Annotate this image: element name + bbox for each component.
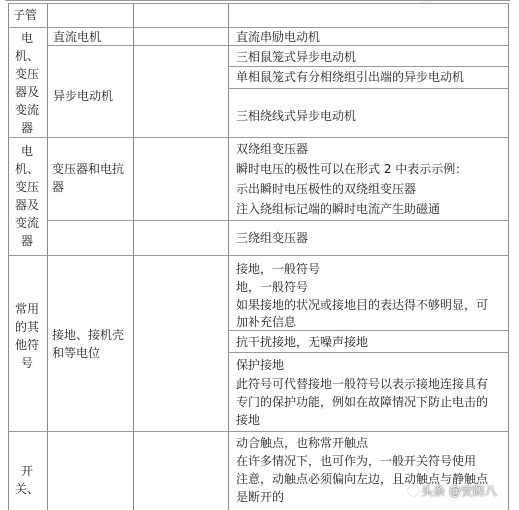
watermark-text: 头条 @安防八 — [421, 484, 497, 498]
description-line: 双绕组变压器 — [236, 142, 309, 156]
description-cell: 抗干扰接地，无噪声接地 — [236, 335, 369, 349]
grid-line — [8, 137, 508, 138]
grid-line — [228, 3, 229, 510]
grid-line — [8, 3, 508, 4]
description-line: 在许多情况下，也可作为，一般开关符号使用 — [236, 454, 477, 468]
description-cell: 三绕组变压器 — [236, 231, 309, 245]
grid-line — [228, 66, 508, 67]
description-line: 接地，一般符号 — [236, 262, 321, 276]
category-cell: 电机、变压器及变流器 — [14, 31, 39, 135]
description-cell: 直流串励电动机 — [236, 30, 321, 44]
table-top-border — [5, 0, 510, 1]
grid-line — [8, 255, 508, 256]
description-line: 保护接地 — [236, 358, 285, 372]
watermark-logo-icon — [408, 485, 419, 496]
description-line: 地，一般符号 — [236, 280, 309, 294]
description-line: 示出瞬时电压极性的双绕组变压器 — [236, 182, 417, 196]
name-cell: 变压器和电抗器 — [52, 162, 125, 194]
grid-line — [47, 220, 508, 221]
description-cell: 单相鼠笼式有分相绕组引出端的异步电动机 — [236, 70, 465, 84]
grid-line — [8, 431, 508, 432]
description-line: 接地 — [236, 413, 261, 427]
description-line: 注入绕组标记端的瞬时电流产生助磁通 — [236, 202, 441, 216]
category-cell: 开关、 — [14, 464, 39, 496]
grid-line — [8, 3, 9, 510]
category-cell: 电机、变压器及变流器 — [14, 144, 39, 248]
name-cell: 直流电机 — [53, 30, 102, 44]
category-cell: 常用的其他符号 — [14, 302, 39, 370]
grid-line — [228, 88, 508, 89]
grid-line — [133, 3, 134, 510]
name-cell: 接地、接机壳和等电位 — [52, 328, 125, 360]
description-cell: 三相绕线式异步电动机 — [236, 109, 357, 123]
description-line: 瞬时电压的极性可以在形式 2 中表示示例： — [236, 162, 468, 176]
grid-line — [228, 352, 508, 353]
grid-line — [47, 3, 48, 510]
description-line: 如果接地的状况或接地目的表达得不够明显，可 — [236, 298, 489, 312]
description-line: 此符号可代替接地一般符号以表示接地连接具有 — [236, 377, 489, 391]
description-line: 注意，动触点必须偏向左边，且动触点与静触点 — [236, 472, 489, 486]
first-col-label: 子管 — [13, 8, 38, 22]
description-line: 是断开的 — [236, 490, 285, 504]
name-cell: 异步电动机 — [53, 89, 114, 103]
description-line: 动合触点，也称常开触点 — [236, 436, 369, 450]
description-line: 专门的保护功能，例如在故障情况下防止电击的 — [236, 395, 489, 409]
watermark — [406, 482, 497, 499]
description-cell: 三相鼠笼式异步电动机 — [236, 50, 357, 64]
description-line: 加补充信息 — [236, 315, 297, 329]
grid-line — [508, 3, 509, 510]
